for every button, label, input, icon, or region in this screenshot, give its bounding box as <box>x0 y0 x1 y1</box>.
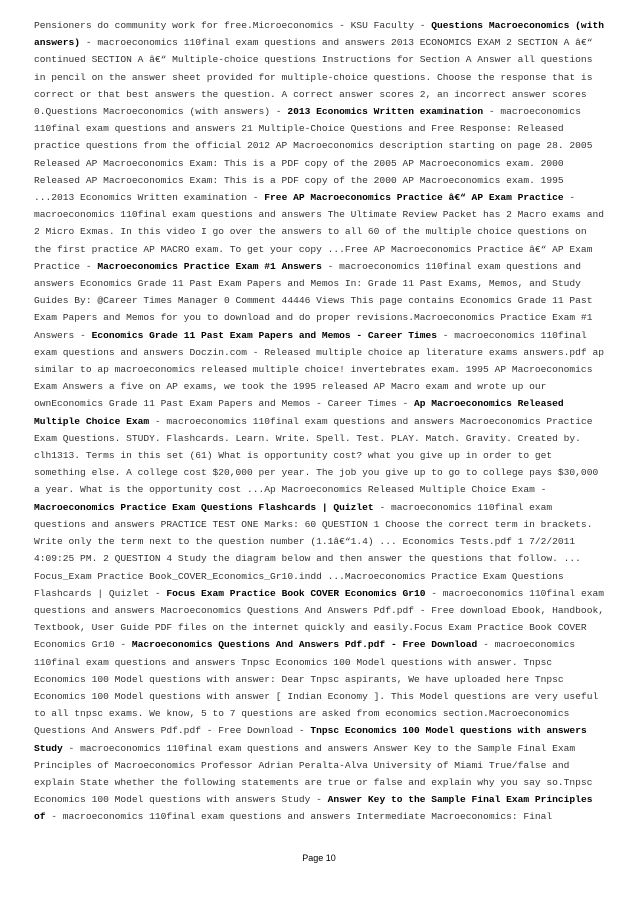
inline-heading: Tnpsc Economics 100 Model questions with answers Study <box>34 725 587 754</box>
page-number: Page 10 <box>302 853 336 863</box>
document-body <box>34 17 606 826</box>
body-text: - macroeconomics 110final exam questions and answers The Ultimate Review Packet has 2 Macro exams and 2 Micro Exmas. In this video I go over the answers to all 60 of the multiple choice questions on the first practice AP MACRO exam. To get your copy ...Free AP Macroeconomics Practice â€“ AP Exam Practice - <box>34 192 604 272</box>
body-text: - macroeconomics 110final exam questions and answers Economics Grade 11 Past Exam Papers and Memos In: Grade 11 Past Exams, Memos, and Study Guides By: @Career Times Manager 0 Comment 44446 Views This page contains Economics Grade 11 Past Exam Papers and Memos for you to download and do proper revisions.Macroeconomics Practice Exam #1 Answers - <box>34 260 593 341</box>
body-text: - macroeconomics 110final exam questions and answers Doczin.com - Released multiple choice ap literature exams answers.pdf ap similar to ap macroeconomics released multiple choice! invertebrates exam. 1995 AP Macroeconomics Exam Answers a five on AP exams, we took the 1995 released AP Macro exam and wrote up our ownEconomics Grade 11 Past Exam Papers and Memos - Career Times - <box>34 329 604 410</box>
inline-heading: Free AP Macroeconomics Practice â€“ AP Exam Practice <box>264 192 564 204</box>
body-text: Pensioners do community work for free.Microeconomics - KSU Faculty - <box>34 20 432 31</box>
body-text: - macroeconomics 110final exam questions and answers Answer Key to the Sample Final Exam Principles of Macroeconomics Professor Adrian Peralta-Alva University of Miami True/false and explain State whether the following statements are true or false and explain why you say so.Tnpsc Economics 100 Model questions with answers Study - <box>34 742 593 806</box>
inline-heading: Focus Exam Practice Book COVER Economics Gr10 <box>166 587 426 599</box>
inline-heading: Economics Grade 11 Past Exam Papers and Memos - Career Times <box>91 329 438 341</box>
body-text: - macroeconomics 110final exam questions and answers Intermediate Macroeconomics: Final <box>45 811 553 823</box>
body-text: - macroeconomics 110final exam questions and answers Macroeconomics Questions And Answers Pdf.pdf - Free download Ebook, Handbook, Textbook, User Guide PDF files on the internet quickly and easily.Focus Exam Practice Book COVER Economics Gr10 - <box>34 587 604 651</box>
body-text: - macroeconomics 110final exam questions and answers PRACTICE TEST ONE Marks: 60 QUESTION 1 Choose the correct term in brackets. Write only the term next to the question number (1.1â€“1.4) ... Economics Tests.pdf 1 7/2/2011 4:09:25 PM. 2 QUESTION 4 Study the diagram below and then answer the questions that follow. ... Focus_Exam Practice Book_COVER_Economics_Gr10.indd ...Macroeconomics Practice Exam Questions Flashcards | Quizlet - <box>34 501 593 599</box>
body-text: - macroeconomics 110final exam questions and answers 21 Multiple-Choice Questions and Free Response: Released practice questions from the official 2012 AP Macroeconomics description starting on page 28. 2005 Released AP Macroeconomics Exam: This is a PDF copy of the 2005 AP Macroeconomics exam. 2000 Released AP Macroeconomics Exam: This is a PDF copy of the 2000 AP Macroeconomics exam. 1995 ...2013 Economics Written examination - <box>34 106 593 204</box>
inline-heading: Answer Key to the Sample Final Exam Principles of <box>34 794 593 823</box>
inline-heading: Macroeconomics Practice Exam #1 Answers <box>97 260 322 272</box>
inline-heading: 2013 Economics Written examination <box>287 106 484 118</box>
body-text: - macroeconomics 110final exam questions and answers Tnpsc Economics 100 Model questions with answer. Tnpsc Economics 100 Model questions with answer: Dear Tnpsc aspirants, We have uploaded here Tnpsc Economics 100 Model questions with answer [ Indian Economy ]. This Model questions are very useful to all tnpsc exams. We know, 5 to 7 questions are asked from economics section.Macroeconomics Questions And Answers Pdf.pdf - Free Download - <box>34 639 599 737</box>
inline-heading: Questions Macroeconomics (with answers) <box>34 20 604 49</box>
inline-heading: Macroeconomics Questions And Answers Pdf.pdf - Free Download <box>131 639 478 651</box>
inline-heading: Ap Macroeconomics Released Multiple Choice Exam <box>34 398 564 427</box>
body-text: - macroeconomics 110final exam questions and answers 2013 ECONOMICS EXAM 2 SECTION A â€“ continued SECTION A â€“ Multiple-choice questions Instructions for Section A Answer all questions in pencil on the answer sheet provided for multiple-choice questions. Choose the response that is correct or that best answers the question. A correct answer scores 2, an incorrect answer scores 0.Questions Macroeconomics (with answers) - <box>34 37 593 118</box>
inline-heading: Macroeconomics Practice Exam Questions Flashcards | Quizlet <box>34 501 374 513</box>
body-text: - macroeconomics 110final exam questions and answers Macroeconomics Practice Exam Questions. STUDY. Flashcards. Learn. Write. Spell. Test. PLAY. Match. Gravity. Created by. clh1313. Terms in this set (61) What is opportunity cost? what you give up in order to get something else. A college cost $20,000 per year. The job you give up to go to college pays $30,000 a year. What is the opportunity cost ...Ap Macroeconomics Released Multiple Choice Exam - <box>34 415 599 496</box>
